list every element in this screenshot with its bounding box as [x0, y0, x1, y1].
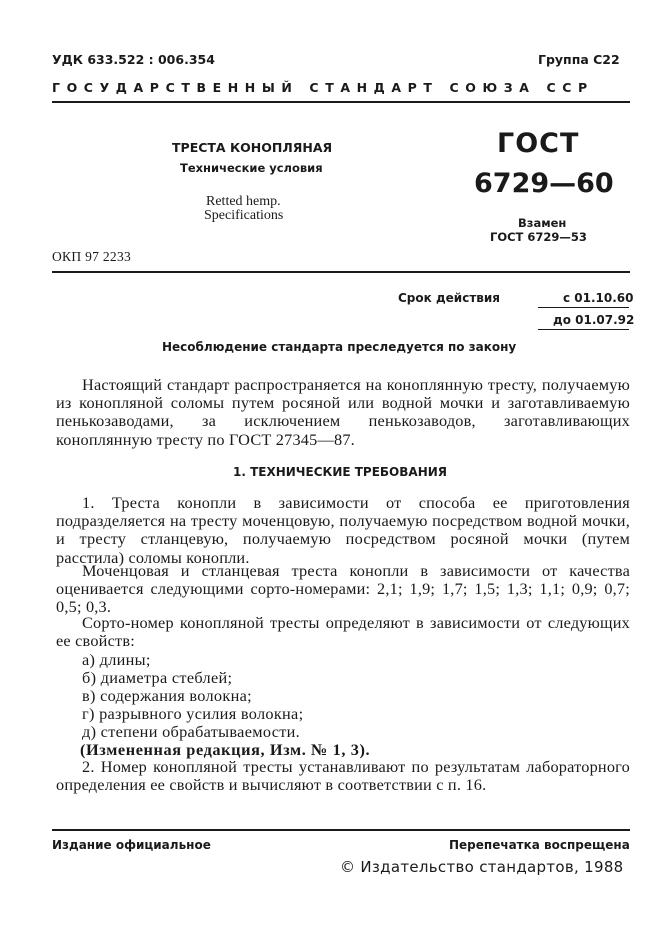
list-item: г) разрывного усилия волокна;	[82, 704, 304, 723]
list-item: в) содержания волокна;	[82, 686, 252, 705]
gost-number: 6729—60	[474, 168, 614, 199]
section-paragraph-4	[56, 758, 630, 794]
intro-paragraph	[56, 376, 630, 449]
paragraph-4-text: 2. Номер конопляной тресты устанавливают по результатам лабораторного определения ее свойств и вычисляют в соответствии с п. 16.	[56, 757, 630, 795]
edition-label: Издание официальное	[52, 838, 211, 852]
validity-label: Срок действия	[398, 291, 500, 305]
document-subtitle: Технические условия	[180, 161, 323, 175]
replaced-label: Взамен	[518, 216, 567, 230]
gost-label: ГОСТ	[497, 128, 580, 159]
english-title: Retted hemp.	[206, 194, 281, 209]
list-item: б) диаметра стеблей;	[82, 668, 233, 687]
legal-notice: Несоблюдение стандарта преследуется по закону	[162, 340, 517, 354]
validity-from: с 01.10.60	[563, 291, 634, 305]
list-item: а) длины;	[82, 650, 151, 669]
english-subtitle: Specifications	[204, 208, 284, 223]
reprint-notice: Перепечатка воспрещена	[449, 838, 630, 852]
validity-to: до 01.07.92	[553, 313, 635, 327]
section-paragraph-2	[56, 562, 630, 617]
document-title: ТРЕСТА КОНОПЛЯНАЯ	[172, 140, 333, 155]
footer-rule	[52, 829, 630, 831]
copyright-line: © Издательство стандартов, 1988	[340, 858, 624, 876]
section-paragraph-3	[56, 614, 630, 650]
title-rule	[52, 271, 630, 273]
state-standard-banner: ГОСУДАРСТВЕННЫЙ СТАНДАРТ СОЮЗА ССР	[52, 80, 594, 95]
paragraph-3-text: Сорто-номер конопляной тресты определяют в зависимости от следующих ее свойств:	[56, 613, 630, 651]
validity-underline	[538, 307, 629, 308]
section-paragraph-1	[56, 494, 630, 567]
intro-text: Настоящий стандарт распространяется на коноплянную тресту, получаемую из конопляной соломы путем росяной или водной мочки и заготавливаемую пенькозаводами, за исключением пенькозаводов, заготавливающих коноплянную тресту по ГОСТ 27345—87.	[56, 375, 630, 449]
section-heading: 1. ТЕХНИЧЕСКИЕ ТРЕБОВАНИЯ	[233, 465, 448, 479]
header-rule	[52, 101, 630, 103]
validity-underline-2	[538, 329, 629, 330]
amendment-note: (Измененная редакция, Изм. № 1, 3).	[80, 740, 371, 759]
list-item: д) степени обрабатываемости.	[82, 722, 301, 741]
paragraph-1-text: 1. Треста конопли в зависимости от способа ее приготовления подразделяется на тресту моченцовую, получаемую посредством водной мочки, и тресту стланцевую, получаемую посредством росяной мочки (путем расстила) соломы конопли.	[56, 493, 630, 567]
okp-code: ОКП 97 2233	[52, 249, 132, 264]
paragraph-2-text: Моченцовая и стланцевая треста конопли в зависимости от качества оценивается следующими сорто-номерами: 2,1; 1,9; 1,7; 1,5; 1,3; 1,1; 0,9; 0,7; 0,5; 0,3.	[56, 561, 630, 617]
replaced-gost: ГОСТ 6729—53	[490, 230, 587, 244]
udk-code: УДК 633.522 : 006.354	[52, 52, 215, 67]
group-code: Группа С22	[538, 52, 620, 67]
